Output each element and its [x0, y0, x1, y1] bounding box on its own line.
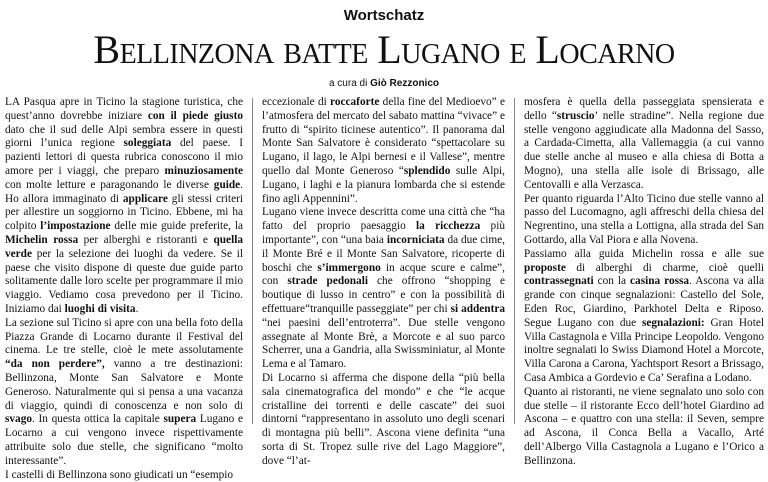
text-run: con molte letture e paragonando le diverse — [5, 178, 214, 191]
article-column-1 — [5, 96, 244, 481]
bold-phrase: applicare — [122, 192, 168, 205]
text-run: Lugano viene invece descritta come una città che “ha fatto del proprio paesaggio — [262, 206, 505, 233]
bold-phrase: svago — [5, 413, 32, 426]
text-run: per la selezione dei luoghi da vedere. Se il paese che visito dispone di queste due guide parto solitamente dalle loro scelte per programmare il mio viaggio. Vediamo cosa prevedono per il Ticino. Iniziamo dai — [5, 247, 243, 315]
bold-phrase: contrassegnati — [524, 275, 594, 288]
bold-phrase: casina rossa — [630, 275, 690, 288]
bold-phrase: l’impostazione — [40, 220, 111, 233]
byline-author: Giò Rezzonico — [370, 78, 440, 89]
text-run: Passiamo alla guida Michelin rossa e alle sue — [524, 247, 764, 260]
bold-phrase: strade pedonali — [287, 275, 368, 288]
text-run: “nei paesini dell’entroterra”. Due stelle vengono assegnate al Monte Brè, a Morcote e al suo parco Scherrer, una a Gandria, alla Swissminiatur, al Monte Lema e al Tamaro. — [262, 316, 505, 371]
text-run: Per quanto riguarda l’Alto Ticino due stelle vanno al passo del Lucomagno, agli affreschi della chiesa del Negrentino, una stella a Lottigna, alla strada del San Gottardo, alla Val Piora e alla Novena. — [524, 192, 764, 246]
text-run: vanno a tre destinazioni: Bellinzona, Monte San Salvatore e Monte Generoso. Naturalmente qui si pensa a una vacanza di viaggio, quindi di conoscenza e non solo di — [5, 358, 243, 412]
text-run: eccezionale di — [262, 96, 331, 108]
bold-phrase: quella verde — [5, 233, 243, 260]
bold-phrase: soleggiata — [123, 137, 172, 150]
article-paragraph — [262, 206, 505, 372]
text-run: . — [135, 302, 139, 315]
bold-phrase: struscio — [556, 109, 595, 122]
article-paragraph — [524, 96, 764, 193]
article-paragraph — [524, 386, 764, 469]
text-run: I castelli di Bellinzona sono giudicati un “esempio — [5, 468, 234, 481]
text-run: della fine del Medioevo” e l’atmosfera del mercato del sabato mattina “vivace” e frutto di “spirito ticinese autentico”. Il panorama dal Monte San Salvatore è considerato “spettacolare su Lugano, il lago, le Alpi bernesi e il Vallese”, mentre quello dal Monte Generoso “ — [262, 96, 505, 177]
byline-prefix: a cura di — [328, 78, 371, 89]
bold-phrase: proposte — [524, 261, 566, 274]
article-paragraph — [262, 96, 505, 206]
article-paragraph — [5, 469, 243, 482]
text-run: in acque scure e calme”, con — [262, 261, 506, 288]
text-run: Gran Hotel Villa Castagnola e Villa Principe Leopoldo. Vengono inoltre segnalati lo Swiss Diamond Hotel a Morcote, Villa Carona a Carona, Yachtsport Resort a Brissago, Casa Ambica a Gordevio e Ca’ Serafina a Lodano. — [524, 316, 764, 384]
text-run: che offrono “shopping e boutique di lusso in centro” e con la possibilità di effettuare“tranquille passeggiate” per chi — [262, 275, 505, 315]
text-run: . Ascona va alla grande con cinque segnalazioni: Castello del Sole, Eden Roc, Giardino, Parkhotel Delta e Riposo. Segue Lugano con due — [524, 275, 764, 329]
text-run: mosfera è quella della passeggiata spensierata e dello “ — [524, 96, 764, 122]
text-run: LA Pasqua apre in Ticino la stagione turistica, che quest’anno dovrebbe iniziare — [5, 96, 243, 122]
text-run: di alberghi di charme, cioè quelli — [565, 261, 764, 274]
article-paragraph — [524, 193, 764, 248]
text-run: . Ho allora immaginato di — [5, 178, 243, 205]
column-divider — [252, 98, 253, 424]
text-run: più importante”, con “una baia — [262, 220, 505, 246]
article-paragraph — [5, 96, 243, 317]
bold-phrase: s’immergono — [317, 261, 381, 274]
text-run: . In questa ottica la capitale — [32, 413, 164, 426]
bold-phrase: “da non perdere”, — [5, 358, 105, 371]
bold-phrase: la ricchezza — [416, 220, 481, 233]
bold-phrase: si addentra — [450, 302, 506, 315]
text-run: Quanto ai ristoranti, ne viene segnalato uno solo con due stelle – il ristorante Ecco dell’hotel Giardino ad Ascona – e quattro con una stella: il Seven, sempre ad Ascona, il Conca Bella a Vacallo, Arté dell’Albergo Villa Castagnola a Lugano e l’Orico a Bellinzona. — [524, 385, 764, 467]
bold-phrase: splendido — [403, 164, 451, 177]
bold-phrase: minuziosamente — [164, 164, 243, 177]
article-paragraph — [524, 248, 764, 386]
text-run: gli stessi criteri per allestire un soggiorno in Ticino. Ebbene, mi ha colpito — [5, 192, 243, 233]
text-run: delle mie guide preferite, la — [110, 220, 244, 233]
byline — [0, 78, 768, 89]
text-run: dato che il sud delle Alpi sembra essere in questi giorni l’unica regione — [5, 123, 243, 150]
bold-phrase: con il piede giusto — [147, 109, 243, 122]
text-run: sulle Alpi, Lugano, i laghi e la pianura lombarda che si estende fino agli Appennini”. — [262, 164, 505, 205]
text-run: La sezione sul Ticino si apre con una bella foto della Piazza Grande di Locarno durante il Festival del cinema. Le tre stelle, cioè le mete assolutamente — [5, 316, 243, 357]
bold-phrase: segnalazioni: — [641, 316, 705, 329]
text-run: con la — [593, 275, 631, 288]
bold-phrase: incorniciata — [386, 233, 445, 246]
bold-phrase: guide — [213, 178, 241, 191]
text-run: Lugano e Locarno a cui vengono invece rispettivamente attribuite solo due stelle, che significano “molto interessante”. — [5, 413, 244, 467]
article-column-3 — [524, 96, 764, 467]
bold-phrase: Michelin rossa — [5, 233, 79, 246]
bold-phrase: luoghi di visita — [64, 302, 136, 315]
text-run: ’ nelle stradine”. Nella regione due stelle vengono aggiudicate alla Madonna del Sasso, a Cardada-Cimetta, alla Vallemaggia (a cui vanno due stelle anche al museo e alla chiesa di Botta a Mogno), una stella alle isole di Brissago, alle Centovalli e alla Verzasca. — [524, 109, 764, 191]
bold-phrase: roccaforte — [330, 96, 380, 108]
text-run: del paese. I pazienti lettori di questa rubrica conoscono il mio amore per i viaggi, che preparo — [5, 137, 244, 177]
article-paragraph — [5, 317, 243, 469]
bold-phrase: supera — [163, 413, 197, 426]
text-run: Di Locarno si afferma che dispone della “più bella sala cinematografica del mondo” e che “le acque cristalline dei torrenti e delle cascate” dei suoi dintorni “rappresentano in assoluto uno degli scenari di montagna più belli”. Ascona viene definita “una sorta di St. Tropez sulle rive del Lago Maggiore”, dove “l’at- — [262, 371, 505, 467]
section-kicker: Wortschatz — [343, 7, 425, 24]
headline: Bellinzona batte Lugano e Locarno — [93, 27, 675, 72]
text-run: da due cime, il Monte Bré e il Monte San Salvatore, ricoperte di boschi che — [262, 233, 505, 274]
text-run: per alberghi e ristoranti e — [78, 233, 214, 246]
column-divider — [514, 98, 515, 424]
article-paragraph — [262, 372, 505, 469]
article-column-2 — [262, 96, 506, 467]
